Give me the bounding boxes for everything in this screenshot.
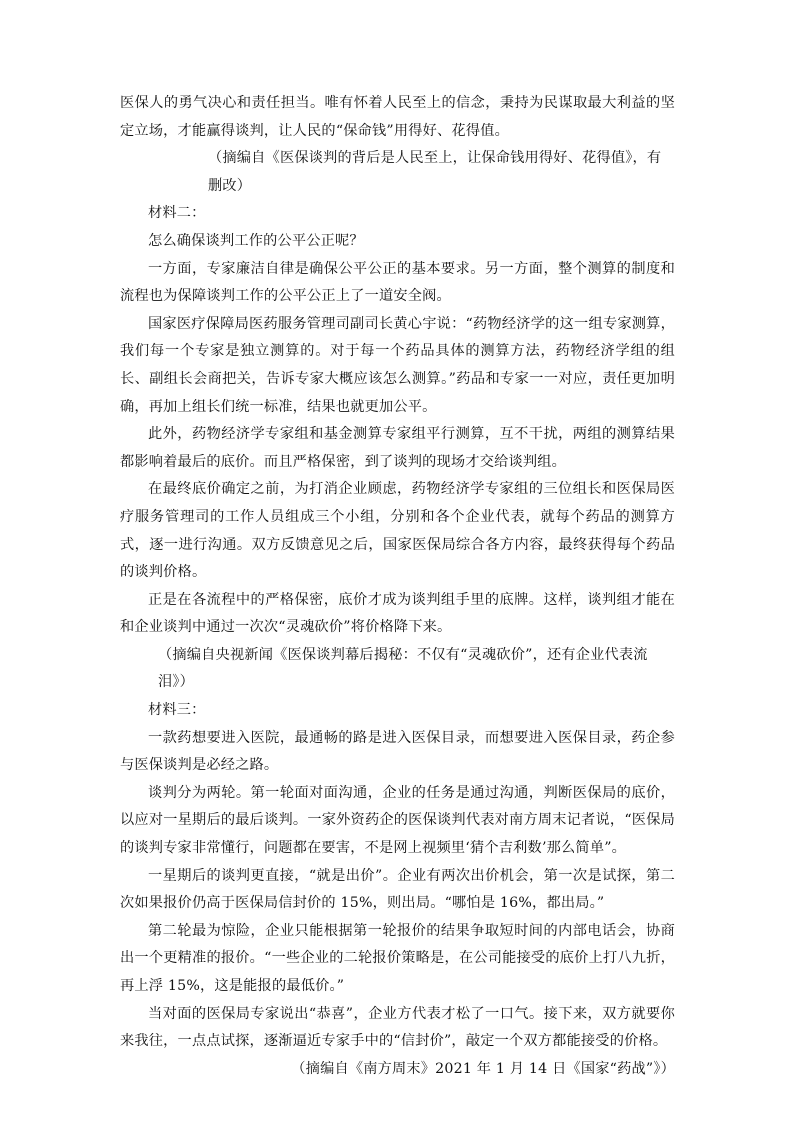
material-2-paragraph-4: 在最终底价确定之前，为打消企业顾虑，药物经济学专家组的三位组长和医保局医疗服务管理司的工作人员组成三个小组，分别和各个企业代表，就每个药品的测算方式，逐一进行沟通。双方反馈意见之后，国家医保局综合各方内容，最终获得每个药品的谈判价格。 <box>120 481 675 581</box>
material-2-paragraph-3: 此外，药物经济学专家组和基金测算专家组平行测算，互不干扰，两组的测算结果都影响着最后的底价。而且严格保密，到了谈判的现场才交给谈判组。 <box>120 426 675 470</box>
material-2-question: 怎么确保谈判工作的公平公正呢？ <box>148 232 364 249</box>
material-3-paragraph-5: 当对面的医保局专家说出“恭喜”，企业方代表才松了一口气。接下来，双方就要你来我往，一点点试探，逐渐逼近专家手中的“信封价”，敲定一个双方都能接受的价格。 <box>120 1005 675 1050</box>
material-3-paragraph-2: 谈判分为两轮。第一轮面对面沟通，企业的任务是通过沟通，判断医保局的底价，以应对一星期后的最后谈判。一家外资药企的医保谈判代表对南方周末记者说，“医保局的谈判专家非常懂行，问题都在要害，不是网上视频里‘猜个吉利数’那么简单”。 <box>120 784 675 857</box>
material-3-paragraph-1: 一款药想要进入医院，最通畅的路是进入医保目录，而想要进入医保目录，药企参与医保谈判是必经之路。 <box>120 729 675 774</box>
material-3-paragraph-4: 第二轮最为惊险，企业只能根据第一轮报价的结果争取短时间的内部电话会，协商出一个更精准的报价。“一些企业的二轮报价策略是，在公司能接受的底价上打八九折，再上浮 15%，这是能报的最低价。” <box>120 922 675 994</box>
source-citation-1: （摘编自《医保谈判的背后是人民至上，让保命钱用得好、花得值》，有删改） <box>208 150 662 194</box>
material-2-paragraph-5: 正是在各流程中的严格保密，底价才成为谈判组手里的底牌。这样，谈判组才能在和企业谈判中通过一次次“灵魂砍价”将价格降下来。 <box>120 591 675 636</box>
document-body <box>120 90 675 1083</box>
material-2-paragraph-2: 国家医疗保障局医药服务管理司副司长黄心宇说：“药物经济学的这一组专家测算，我们每一个专家是独立测算的。对于每一个药品具体的测算方法，药物经济学组的组长、副组长会商把关，告诉专家大概应该怎么测算。”药品和专家一一对应，责任更加明确，再加上组长们统一标准，结果也就更加公平。 <box>120 315 675 415</box>
paragraph-intro-end: 医保人的勇气决心和责任担当。唯有怀着人民至上的信念，秉持为民谋取最大利益的坚定立场，才能赢得谈判，让人民的“保命钱”用得好、花得值。 <box>120 95 675 139</box>
material-2-label: 材料二： <box>148 205 206 222</box>
source-citation-3: （摘编自《南方周末》2021 年 1 月 14 日《国家“药战”》） <box>291 1060 675 1077</box>
material-3-label: 材料三： <box>148 702 206 719</box>
source-citation-2: （摘编自央视新闻《医保谈判幕后揭秘：不仅有“灵魂砍价”，还有企业代表流泪》） <box>158 646 648 691</box>
material-3-paragraph-3: 一星期后的谈判更直接，“就是出价”。企业有两次出价机会，第一次是试探，第二次如果报价仍高于医保局信封价的 15%，则出局。“哪怕是 16%，都出局。” <box>120 867 675 912</box>
material-2-paragraph-1: 一方面，专家廉洁自律是确保公平公正的基本要求。另一方面，整个测算的制度和流程也为保障谈判工作的公平公正上了一道安全阀。 <box>120 260 675 305</box>
